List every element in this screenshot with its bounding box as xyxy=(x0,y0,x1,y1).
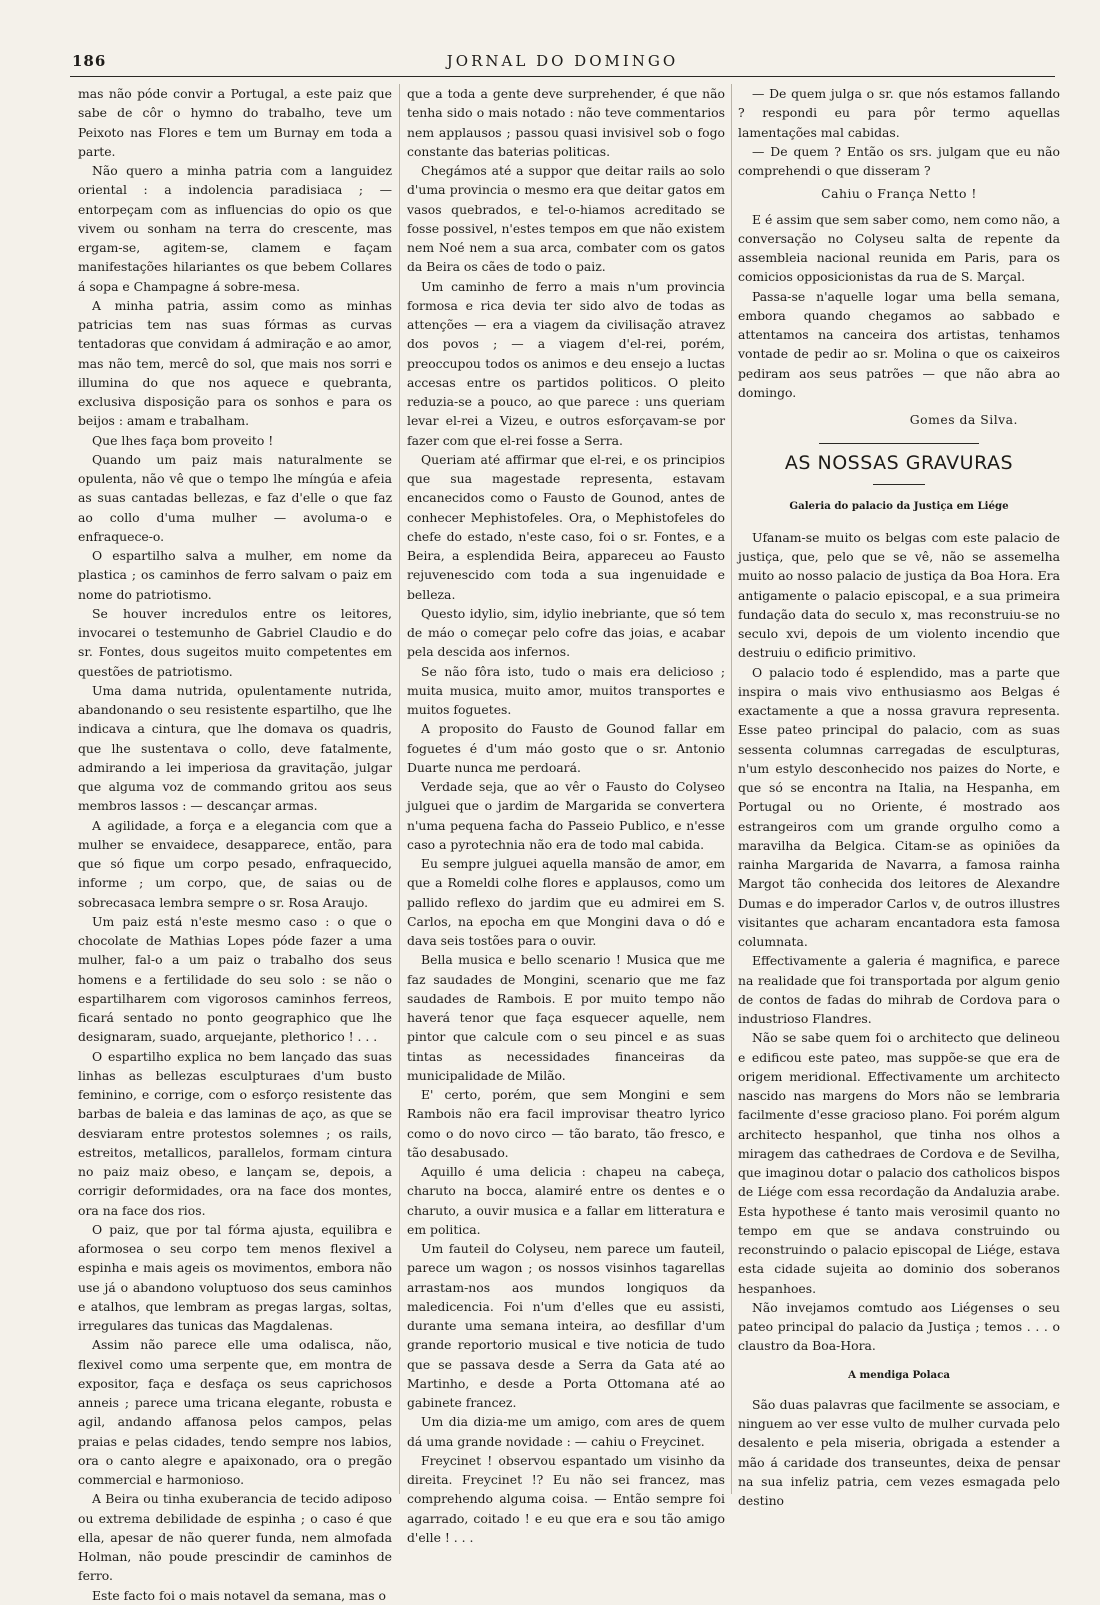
paragraph: São duas palavras que facilmente se associam, e ninguem ao ver esse vulto de mulher curvada pelo desalento e pela miseria, obrigada a estender a mão á caridade dos transeuntes, deixa de pensar na sua infeliz patria, cem vezes esmagada pelo destino xyxy=(738,1396,1060,1508)
header-rule xyxy=(70,76,1055,77)
paragraph: Freycinet ! observou espantado um visinho da direita. Freycinet !? Eu não sei francez, mas comprehendo alguma coisa. — Então sempre foi agarrado, coitado ! e eu que era e sou tão amigo d'elle ! . . . xyxy=(407,1452,725,1545)
paragraph: Aquillo é uma delicia : chapeu na cabeça, charuto na bocca, alamiré entre os dentes e o charuto, a ouvir musica e a fallar em litteratura e em politica. xyxy=(407,1164,725,1237)
title-underline xyxy=(873,484,925,485)
paragraph: Eu sempre julguei aquella mansão de amor, em que a Romeldi colhe flores e applausos, como um pallido reflexo do jardim que eu admirei em S. Carlos, na epocha em que Mongini dava o dó e dava seis tostões para o ouvir. xyxy=(407,856,725,948)
paragraph: Se não fôra isto, tudo o mais era delicioso ; muita musica, muito amor, muitos transportes e muitos foguetes. xyxy=(407,663,725,717)
paragraph: Um dia dizia-me um amigo, com ares de quem dá uma grande novidade : — cahiu o Freycinet. xyxy=(407,1414,725,1449)
paragraph: Um paiz está n'este mesmo caso : o que o chocolate de Mathias Lopes póde fazer a uma mulher, fal-o a um paiz o trabalho dos seus homens e a fertilidade do seu solo : se não o espartilharem com vigorosos caminhos ferreos, ficará sentado no ponto geographico que lhe designaram, suado, arquejante, plethorico ! . . . xyxy=(78,913,392,1045)
paragraph: A proposito do Fausto de Gounod fallar em foguetes é d'um máo gosto que o sr. Antonio Duarte nunca me perdoará. xyxy=(407,721,725,775)
journal-title: JORNAL DO DOMINGO xyxy=(446,52,679,70)
paragraph: — De quem ? Então os srs. julgam que eu não comprehendi o que disseram ? xyxy=(738,143,1060,178)
paragraph: mas não póde convir a Portugal, a este paiz que sabe de côr o hymno do trabalho, teve um Peixoto nas Flores e tem um Burnay em toda a parte. xyxy=(78,86,392,159)
paragraph: Se houver incredulos entre os leitores, invocarei o testemunho de Gabriel Claudio e do sr. Fontes, dous sugeitos muito competentes em questões de patriotismo. xyxy=(78,605,392,679)
paragraph: O espartilho explica no bem lançado das suas linhas as bellezas esculpturaes d'um busto feminino, e corrige, com o esforço resistente das barbas de baleia e das laminas de aço, as que se desviaram entre protestos solemnes ; os rails, estreitos, metallicos, parallelos, formam cintura no paiz maiz obeso, e lançam se, depois, a corrigir deformidades, ora na face dos montes, ora na face dos rios. xyxy=(78,1048,392,1218)
paragraph: A Beira ou tinha exuberancia de tecido adiposo ou extrema debilidade de espinha ; o caso é que ella, apesar de não querer funda, nem almofada Holman, não poude prescindir de caminhos de ferro. xyxy=(78,1491,392,1584)
paragraph: A agilidade, a força e a elegancia com que a mulher se envaidece, desapparece, então, para que só fique um corpo pesado, enfraquecido, informe ; um corpo, que, de saias ou de sobrecasaca lembra sempre o sr. Rosa Araujo. xyxy=(78,817,392,910)
paragraph: Não invejamos comtudo aos Liégenses o seu pateo principal do palacio da Justiça ; temos . . . o claustro da Boa-Hora. xyxy=(738,1299,1060,1354)
paragraph: Não se sabe quem foi o architecto que delineou e edificou este pateo, mas suppõe-se que era de origem meridional. Effectivamente um architecto nascido nas margens do Mors não se lembraria facilmente d'esse gracioso plano. Foi porém algum architecto hespanhol, que tinha nos olhos a miragem das cathedraes de Cordova e de Sevilha, que imaginou dotar o palacio dos catholicos bispos de Liége com essa recordação da Andaluzia arabe. Esta hypothese é tanto mais verosimil quanto no tempo em que se andava construindo ou reconstruindo o palacio episcopal de Liége, estava esta cidade sujeita ao dominio dos soberanos hespanhoes. xyxy=(738,1030,1060,1296)
paragraph: Um fauteil do Colyseu, nem parece um fauteil, parece um wagon ; os nossos visinhos tagarellas arrastam-nos aos mundos longiquos da maledicencia. Foi n'um d'elles que eu assisti, durante uma semana inteira, ao desfillar d'um grande reportorio musical e tive noticia de tudo que se passava desde a Serra da Gata até ao Martinho, e desde a Porta Ottomana até ao gabinete francez. xyxy=(407,1241,725,1410)
paragraph: Este facto foi o mais notavel da semana, mas o xyxy=(92,1587,386,1603)
paragraph: A minha patria, assim como as minhas patricias tem nas suas fórmas as curvas tentadoras que convidam á admiração e ao amor, mas não tem, mercê do sol, que mais nos sorri e illumina do que nos aquece e quebranta, exclusiva disposição para os sonhos e para os beijos : amam e trabalham. xyxy=(78,297,392,429)
paragraph: Assim não parece elle uma odalisca, não, flexivel como uma serpente que, em montra de expositor, faça e desfaça os seus caprichosos anneis ; parece uma tricana elegante, robusta e agil, andando affanosa pelos campos, pelas praias e pelas cidades, tendo sempre nos labios, ora o canto alegre e apaixonado, ora o pregão commercial e harmonioso. xyxy=(78,1337,392,1487)
paragraph: Bella musica e bello scenario ! Musica que me faz saudades de Mongini, scenario que me faz saudades de Rambois. E por muito tempo não haverá tenor que faça esquecer aquelle, nem pintor que calcule com o seu pincel e as suas tintas as necessidades financeiras da municipalidade de Milão. xyxy=(407,952,725,1083)
paragraph: Verdade seja, que ao vêr o Fausto do Colyseo julguei que o jardim de Margarida se convertera n'uma pequena facha do Passeio Publico, e n'esse caso a pyrotechnia não era de todo mal cabida. xyxy=(407,779,725,852)
paragraph: Quando um paiz mais naturalmente se opulenta, não vê que o tempo lhe míngúa e afeia as suas cantadas bellezas, e faz d'elle o que faz ao collo d'uma mulher — avoluma-o e enfraquece-o. xyxy=(78,451,392,544)
section-separator xyxy=(819,443,979,444)
paragraph: O paiz, que por tal fórma ajusta, equilibra e aformosea o seu corpo tem menos flexivel a espinha e mais ageis os movimentos, embora não use já o abandono voluptuoso dos seus caminhos e atalhos, que lembram as pregas largas, soltas, irregulares das tunicas das Magdalenas. xyxy=(78,1221,392,1333)
paragraph: Uma dama nutrida, opulentamente nutrida, abandonando o seu resistente espartilho, que lhe indicava a cintura, que lhe domava os quadris, que lhe sustentava o collo, deve fatalmente, admirando a lei imperiosa da gravitação, julgar que alguma voz de commando gritou aos seus membros lassos : — descançar armas. xyxy=(78,682,392,814)
paragraph: Passa-se n'aquelle logar uma bella semana, embora quando chegamos ao sabbado e attentamos na canceira dos artistas, tenhamos vontade de pedir ao sr. Molina o que os caixeiros pediram aos seus patrões — que não abra ao domingo. xyxy=(738,288,1060,400)
paragraph: Não quero a minha patria com a languidez oriental : a indolencia paradisiaca ; — entorpeçam com as influencias do opio os que vivem ou sonham na terra do crescente, mas ergam-se, agitem-se, clamem e façam manifestações hilariantes os que bebem Collares á sopa e Champagne á sobre-mesa. xyxy=(78,163,392,294)
paragraph: E' certo, porém, que sem Mongini e sem Rambois não era facil improvisar theatro lyrico como o do novo circo — tão barato, tão fresco, e tão desabusado. xyxy=(407,1087,725,1160)
engraving-caption-1: Galeria do palacio da Justiça em Liége xyxy=(789,499,1009,512)
paragraph: — De quem julga o sr. que nós estamos fallando ? respondi eu para pôr termo aquellas lamentações mal cabidas. xyxy=(738,86,1060,140)
paragraph: O palacio todo é esplendido, mas a parte que inspira o mais vivo enthusiasmo aos Belgas é exactamente a que a nossa gravura representa. Esse pateo principal do palacio, com as suas sessenta columnas carregadas de esculpturas, n'um estylo desconhecido nos paizes do Norte, e que só se encontra na Italia, na Hespanha, em Portugal ou no Oriente, é mostrado aos estrangeiros com um grande orgulho como a maravilha da Belgica. Citam-se as opiniões da rainha Margarida de Navarra, a famosa rainha Margot tão conhecida dos leitores de Alexandre Dumas e do imperador Carlos v, de outros illustres visitantes que acharam encantadora esta famosa columnata. xyxy=(738,664,1060,949)
column-1 xyxy=(78,84,392,1603)
author-signature: Gomes da Silva. xyxy=(909,412,1018,427)
page-header xyxy=(70,50,1055,76)
paragraph: Effectivamente a galeria é magnifica, e parece na realidade que foi transportada por algum genio de contos de fadas do mihrab de Cordova para o industrioso Flandres. xyxy=(738,953,1060,1026)
paragraph: Um caminho de ferro a mais n'um provincia formosa e rica devia ter sido alvo de todas as attenções — era a viagem da civilisação atravez dos povos ; — a viagem d'el-rei, porém, preoccupou todos os animos e deu ensejo a luctas accesas entre os partidos politicos. O pleito reduzia-se a pouco, ao que parece : uns queriam levar el-rei a Vizeu, e outros esforçavam-se por fazer com que el-rei fosse a Serra. xyxy=(407,278,725,448)
paragraph: Queriam até affirmar que el-rei, e os principios que sua magestade representa, estavam encanecidos como o Fausto de Gounod, antes de conhecer Mephistofeles. Ora, o Mephistofeles do chefe do estado, n'este caso, foi o sr. Fontes, e a Beira, a esplendida Beira, appareceu ao Fausto rejuvenescido com toda a sua ingenuidade e belleza. xyxy=(407,451,725,602)
paragraph: Que lhes faça bom proveito ! xyxy=(92,432,274,448)
column-3 xyxy=(738,84,1060,1514)
column-divider-1 xyxy=(399,84,400,1494)
exclamation-line: Cahiu o França Netto ! xyxy=(821,186,977,202)
page-number: 186 xyxy=(72,52,107,70)
column-divider-2 xyxy=(731,84,732,1494)
engraving-caption-2: A mendiga Polaca xyxy=(848,1368,950,1381)
paragraph: que a toda a gente deve surprehender, é que não tenha sido o mais notado : não teve commentarios nem applausos ; passou quasi invisivel sob o fogo constante das baterias politicas. xyxy=(407,86,725,159)
paragraph: O espartilho salva a mulher, em nome da plastica ; os caminhos de ferro salvam o paiz em nome do patriotismo. xyxy=(78,548,392,602)
column-2 xyxy=(407,84,725,1545)
paragraph: E é assim que sem saber como, nem como não, a conversação no Colyseu salta de repente da assembleia nacional reunida em Paris, para os comicios opposicionistas da rua de S. Marçal. xyxy=(738,211,1060,285)
paragraph: Questo idylio, sim, idylio inebriante, que só tem de máo o começar pelo cofre das joias, e acabar pela descida aos infernos. xyxy=(407,605,725,660)
section-title: AS NOSSAS GRAVURAS xyxy=(784,452,1014,475)
paragraph: Ufanam-se muito os belgas com este palacio de justiça, que, pelo que se vê, não se assemelha muito ao nosso palacio de justiça da Boa Hora. Era antigamente o palacio episcopal, e a sua primeira fundação data do seculo x, mas reconstruiu-se no seculo xvi, depois de um violento incendio que destruiu o edificio primitivo. xyxy=(738,529,1060,661)
paragraph: Chegámos até a suppor que deitar rails ao solo d'uma provincia o mesmo era que deitar gatos em vasos quebrados, e tel-o-hiamos acreditado se fosse possivel, n'estes tempos em que não existem nem Noé nem a sua arca, combater com os gatos da Beira os cães de todo o paiz. xyxy=(407,163,725,275)
